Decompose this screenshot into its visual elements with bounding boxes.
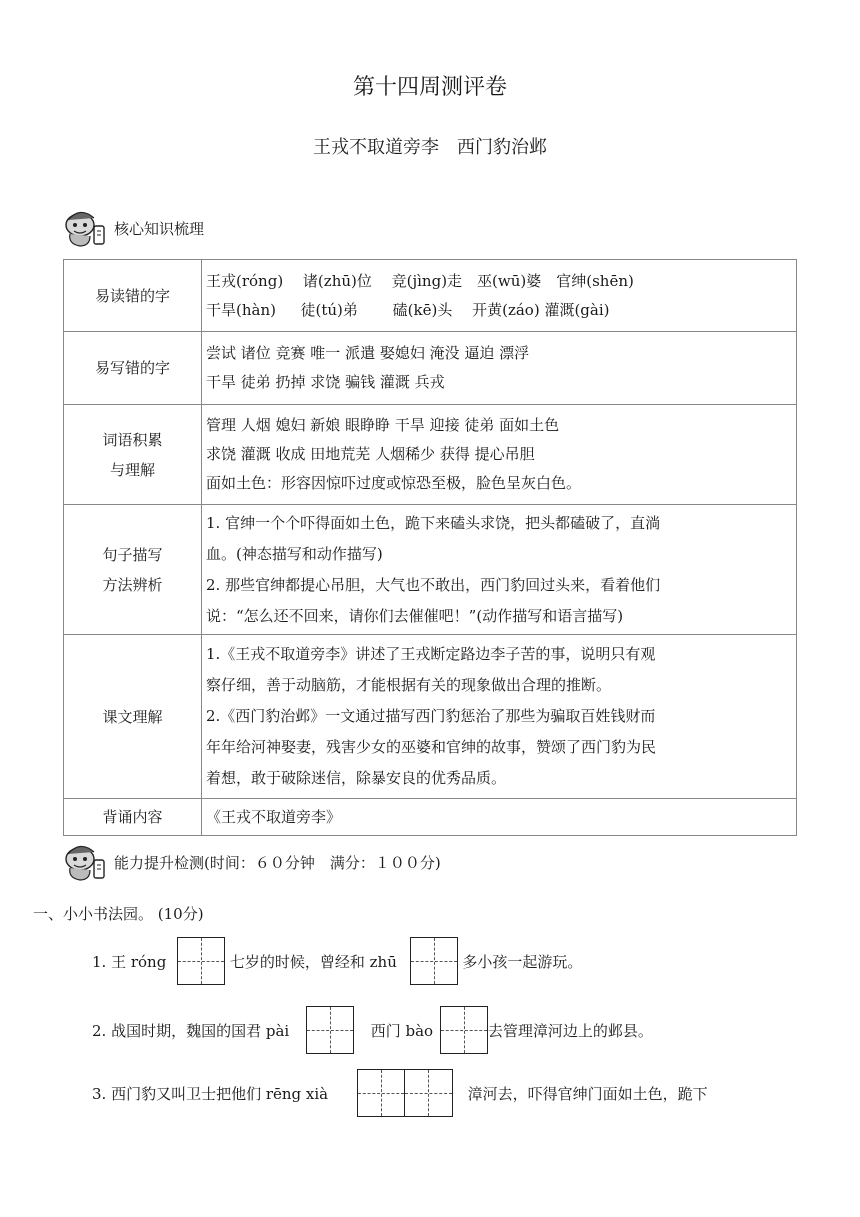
table-row [64, 799, 797, 836]
table-row [64, 505, 797, 635]
table-row [64, 260, 797, 332]
writing-box[interactable] [440, 1006, 488, 1054]
row-content: 1.《王戎不取道旁李》讲述了王戎断定路边李子苦的事，说明只有观 察仔细，善于动脑筋，才能根据有关的现象做出合理的推断。 2.《西门豹治邺》一文通过描写西门豹惩治了那些为骗取百姓钱财而 年年给河神娶妻，残害少女的巫婆和官绅的故事，赞颂了西门豹为民 着想，敢于破除迷信，除暴安良的优秀品质。 [202, 635, 797, 799]
question-item: 2. 战国时期，魏国的国君 pài 西门 bào 去管理漳河边上的邺县。 [92, 1005, 653, 1055]
row-content: 王戎(róng) 诸(zhū)位 竞(jìng)走 巫(wū)婆 官绅(shēn) 干旱(hàn) 徒(tú)弟 磕(kē)头 开黄(záo) 灌溉(gài) [202, 260, 797, 332]
writing-box[interactable] [405, 1069, 453, 1117]
section-label: 能力提升检测(时间：６０分钟 满分：１００分) [114, 853, 441, 872]
section-label: 核心知识梳理 [114, 219, 205, 238]
mascot-icon [60, 208, 112, 248]
row-category: 易写错的字 [64, 332, 202, 405]
table-row [64, 635, 797, 799]
writing-box[interactable] [306, 1006, 354, 1054]
row-category: 课文理解 [64, 635, 202, 799]
writing-box[interactable] [177, 937, 225, 985]
question-item: 1. 王 róng 七岁的时候，曾经和 zhū 多小孩一起游玩。 [92, 936, 582, 986]
mascot-icon [60, 842, 112, 882]
row-category: 句子描写 方法辨析 [64, 505, 202, 635]
row-category: 词语积累 与理解 [64, 405, 202, 505]
writing-box[interactable] [357, 1069, 405, 1117]
question-item: 3. 西门豹又叫卫士把他们 rēng xià 漳河去，吓得官绅门面如土色，跪下 [92, 1068, 708, 1118]
knowledge-table [63, 259, 797, 836]
page-title: 第十四周测评卷 [352, 75, 507, 100]
question-heading: 一、小小书法园。 (10分) [33, 905, 204, 923]
section-head-knowledge [60, 208, 204, 248]
section-head-test [60, 842, 441, 882]
row-content: 管理 人烟 媳妇 新娘 眼睁睁 干旱 迎接 徒弟 面如土色 求饶 灌溉 收成 田地荒芜 人烟稀少 获得 提心吊胆 面如土色：形容因惊吓过度或惊恐至极，脸色呈灰白色。 [202, 405, 797, 505]
page-subtitle: 王戎不取道旁李 西门豹治邺 [313, 137, 547, 158]
row-content: 《王戎不取道旁李》 [202, 799, 797, 836]
row-content: 尝试 诸位 竞赛 唯一 派遣 娶媳妇 淹没 逼迫 漂浮 干旱 徒弟 扔掉 求饶 骗钱 灌溉 兵戎 [202, 332, 797, 405]
table-row [64, 332, 797, 405]
row-category: 背诵内容 [64, 799, 202, 836]
row-content: 1. 官绅一个个吓得面如土色，跪下来磕头求饶，把头都磕破了，直淌 血。(神态描写和动作描写) 2. 那些官绅都提心吊胆，大气也不敢出，西门豹回过头来，看着他们 说：“怎么还不回来，请你们去催催吧！”(动作描写和语言描写) [202, 505, 797, 635]
writing-box[interactable] [410, 937, 458, 985]
table-row [64, 405, 797, 505]
row-category: 易读错的字 [64, 260, 202, 332]
